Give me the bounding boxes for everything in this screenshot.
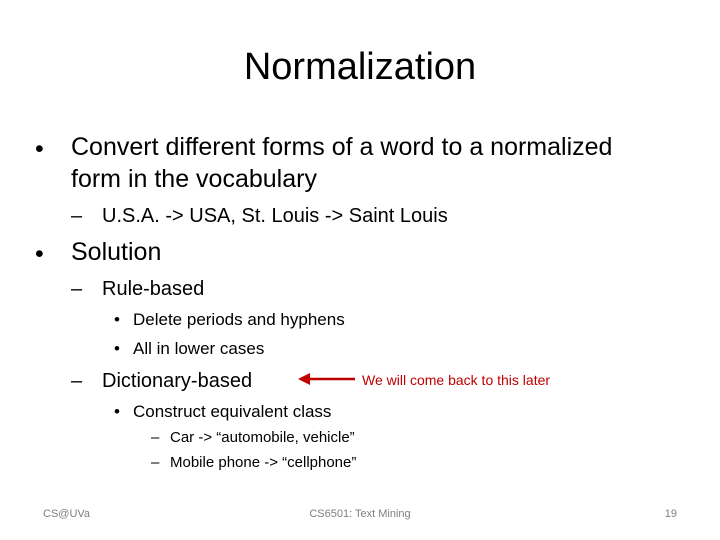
dash-marker: – bbox=[71, 278, 83, 300]
footer-center: CS6501: Text Mining bbox=[309, 508, 411, 520]
left-arrow-icon bbox=[297, 372, 357, 386]
bullet-marker: • bbox=[35, 135, 44, 163]
bullet-1-line-1: Convert different forms of a word to a normalized bbox=[71, 133, 613, 161]
bullet-marker: • bbox=[114, 339, 120, 358]
bullet-1-line-2: form in the vocabulary bbox=[71, 165, 317, 193]
example-1: Car -> “automobile, vehicle” bbox=[170, 429, 355, 446]
bullet-marker: • bbox=[35, 240, 44, 268]
rule-item-2: All in lower cases bbox=[133, 339, 265, 358]
dash-marker: – bbox=[71, 370, 83, 392]
bullet-marker: • bbox=[114, 310, 120, 329]
dash-marker: – bbox=[151, 429, 160, 446]
footer-left: CS@UVa bbox=[43, 508, 91, 520]
bullet-2-text: Solution bbox=[71, 238, 162, 266]
bullet-1-sub: U.S.A. -> USA, St. Louis -> Saint Louis bbox=[102, 205, 448, 227]
dash-marker: – bbox=[151, 454, 160, 471]
slide-number: 19 bbox=[664, 508, 677, 520]
bullet-marker: • bbox=[114, 402, 120, 421]
example-2: Mobile phone -> “cellphone” bbox=[170, 454, 357, 471]
dash-marker: – bbox=[71, 205, 83, 227]
rule-based-label: Rule-based bbox=[102, 278, 205, 300]
dictionary-based-label: Dictionary-based bbox=[102, 370, 253, 392]
slide-title: Normalization bbox=[243, 46, 477, 88]
annotation-note: We will come back to this later bbox=[362, 372, 551, 388]
dict-item: Construct equivalent class bbox=[133, 402, 332, 421]
rule-item-1: Delete periods and hyphens bbox=[133, 310, 345, 329]
